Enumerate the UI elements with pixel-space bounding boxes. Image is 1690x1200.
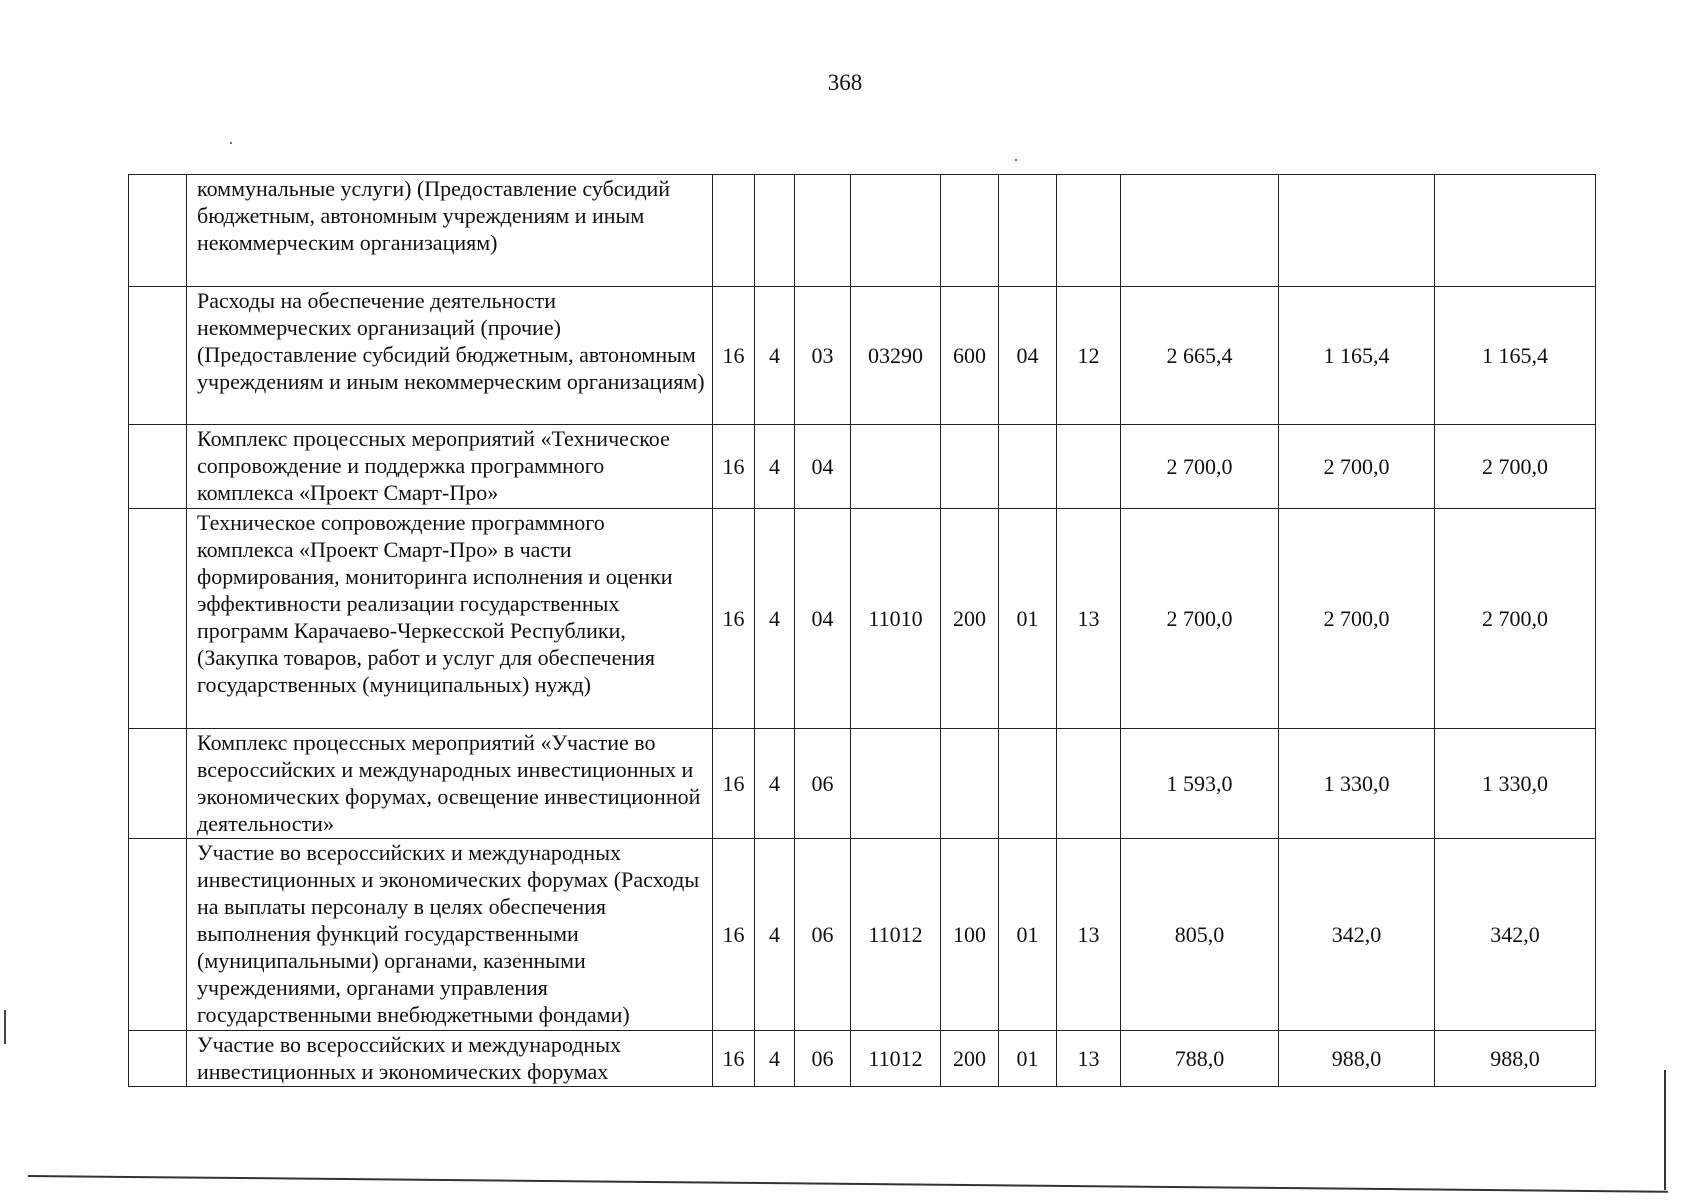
amount-cell: 1 165,4 [1279, 287, 1435, 425]
item-name: Участие во всероссийских и международных инвестиционных и экономических форумах [187, 1031, 713, 1087]
row-index-cell [129, 729, 187, 839]
table-row [129, 509, 1596, 729]
table-row [129, 175, 1596, 287]
amount-cell: 2 700,0 [1121, 425, 1279, 509]
code-cell: 200 [941, 1031, 999, 1087]
code-cell [851, 425, 941, 509]
row-index-cell [129, 175, 187, 287]
amount-cell: 1 330,0 [1279, 729, 1435, 839]
code-cell [713, 175, 755, 287]
row-index-cell [129, 1031, 187, 1087]
amount-cell [1279, 175, 1435, 287]
code-cell [755, 175, 795, 287]
code-cell: 4 [755, 509, 795, 729]
code-cell [941, 729, 999, 839]
code-cell: 13 [1057, 509, 1121, 729]
code-cell [795, 175, 851, 287]
budget-table [128, 174, 1596, 1087]
code-cell: 04 [795, 425, 851, 509]
code-cell: 100 [941, 839, 999, 1031]
code-cell: 13 [1057, 839, 1121, 1031]
code-cell: 16 [713, 1031, 755, 1087]
code-cell: 4 [755, 839, 795, 1031]
code-cell: 16 [713, 839, 755, 1031]
code-cell: 4 [755, 1031, 795, 1087]
amount-cell: 2 700,0 [1279, 425, 1435, 509]
scan-speck [1015, 159, 1017, 161]
code-cell: 04 [795, 509, 851, 729]
table-row [129, 729, 1596, 839]
amount-cell: 2 700,0 [1279, 509, 1435, 729]
amount-cell: 988,0 [1435, 1031, 1596, 1087]
row-index-cell [129, 425, 187, 509]
amount-cell: 2 700,0 [1121, 509, 1279, 729]
page-number: 368 [827, 70, 863, 95]
code-cell: 01 [999, 1031, 1057, 1087]
code-cell: 13 [1057, 1031, 1121, 1087]
code-cell: 01 [999, 509, 1057, 729]
scan-edge-mark [1664, 1070, 1666, 1190]
scan-speck [230, 142, 232, 144]
amount-cell: 1 593,0 [1121, 729, 1279, 839]
item-name: Комплекс процессных мероприятий «Техническое сопровождение и поддержка программного комплекса «Проект Смарт-Про» [187, 425, 713, 509]
code-cell: 06 [795, 839, 851, 1031]
code-cell [999, 425, 1057, 509]
table-row [129, 1031, 1596, 1087]
code-cell: 06 [795, 1031, 851, 1087]
code-cell: 4 [755, 287, 795, 425]
code-cell: 06 [795, 729, 851, 839]
code-cell: 03 [795, 287, 851, 425]
code-cell: 16 [713, 425, 755, 509]
item-name: Расходы на обеспечение деятельности некоммерческих организаций (прочие) (Предоставление субсидий бюджетным, автономным учреждениям и иным некоммерческим организациям) [187, 287, 713, 425]
amount-cell: 342,0 [1279, 839, 1435, 1031]
table-row [129, 287, 1596, 425]
amount-cell: 805,0 [1121, 839, 1279, 1031]
code-cell: 16 [713, 287, 755, 425]
code-cell: 04 [999, 287, 1057, 425]
amount-cell: 342,0 [1435, 839, 1596, 1031]
amount-cell: 788,0 [1121, 1031, 1279, 1087]
code-cell: 200 [941, 509, 999, 729]
code-cell: 600 [941, 287, 999, 425]
amount-cell: 1 330,0 [1435, 729, 1596, 839]
item-name: Комплекс процессных мероприятий «Участие во всероссийских и международных инвестиционных и экономических форумах, освещение инвестиционной деятельности» [187, 729, 713, 839]
row-index-cell [129, 509, 187, 729]
code-cell: 12 [1057, 287, 1121, 425]
row-index-cell [129, 839, 187, 1031]
item-name: коммунальные услуги) (Предоставление субсидий бюджетным, автономным учреждениям и иным некоммерческим организациям) [187, 175, 713, 287]
row-index-cell [129, 287, 187, 425]
code-cell: 11012 [851, 839, 941, 1031]
amount-cell: 1 165,4 [1435, 287, 1596, 425]
code-cell [999, 729, 1057, 839]
code-cell: 01 [999, 839, 1057, 1031]
amount-cell: 988,0 [1279, 1031, 1435, 1087]
code-cell: 16 [713, 509, 755, 729]
scan-edge-mark [4, 1010, 6, 1044]
code-cell [851, 175, 941, 287]
code-cell [851, 729, 941, 839]
table-row [129, 425, 1596, 509]
table-row [129, 839, 1596, 1031]
item-name: Техническое сопровождение программного комплекса «Проект Смарт-Про» в части формирования, мониторинга исполнения и оценки эффективности реализации государственных программ Карачаево-Черкесской Республики, (Закупка товаров, работ и услуг для обеспечения государственных (муниципальных) нужд) [187, 509, 713, 729]
code-cell [1057, 729, 1121, 839]
code-cell: 03290 [851, 287, 941, 425]
amount-cell [1435, 175, 1596, 287]
code-cell [1057, 425, 1121, 509]
code-cell: 16 [713, 729, 755, 839]
amount-cell: 2 665,4 [1121, 287, 1279, 425]
amount-cell [1121, 175, 1279, 287]
amount-cell: 2 700,0 [1435, 509, 1596, 729]
scan-bottom-line [28, 1175, 1668, 1192]
code-cell: 4 [755, 729, 795, 839]
code-cell: 11010 [851, 509, 941, 729]
item-name: Участие во всероссийских и международных инвестиционных и экономических форумах (Расходы на выплаты персоналу в целях обеспечения выполнения функций государственными (муниципальными) органами, казенными учреждениями, органами управления государственными внебюджетными фондами) [187, 839, 713, 1031]
amount-cell: 2 700,0 [1435, 425, 1596, 509]
code-cell [941, 175, 999, 287]
code-cell: 11012 [851, 1031, 941, 1087]
code-cell [1057, 175, 1121, 287]
code-cell [941, 425, 999, 509]
code-cell: 4 [755, 425, 795, 509]
code-cell [999, 175, 1057, 287]
